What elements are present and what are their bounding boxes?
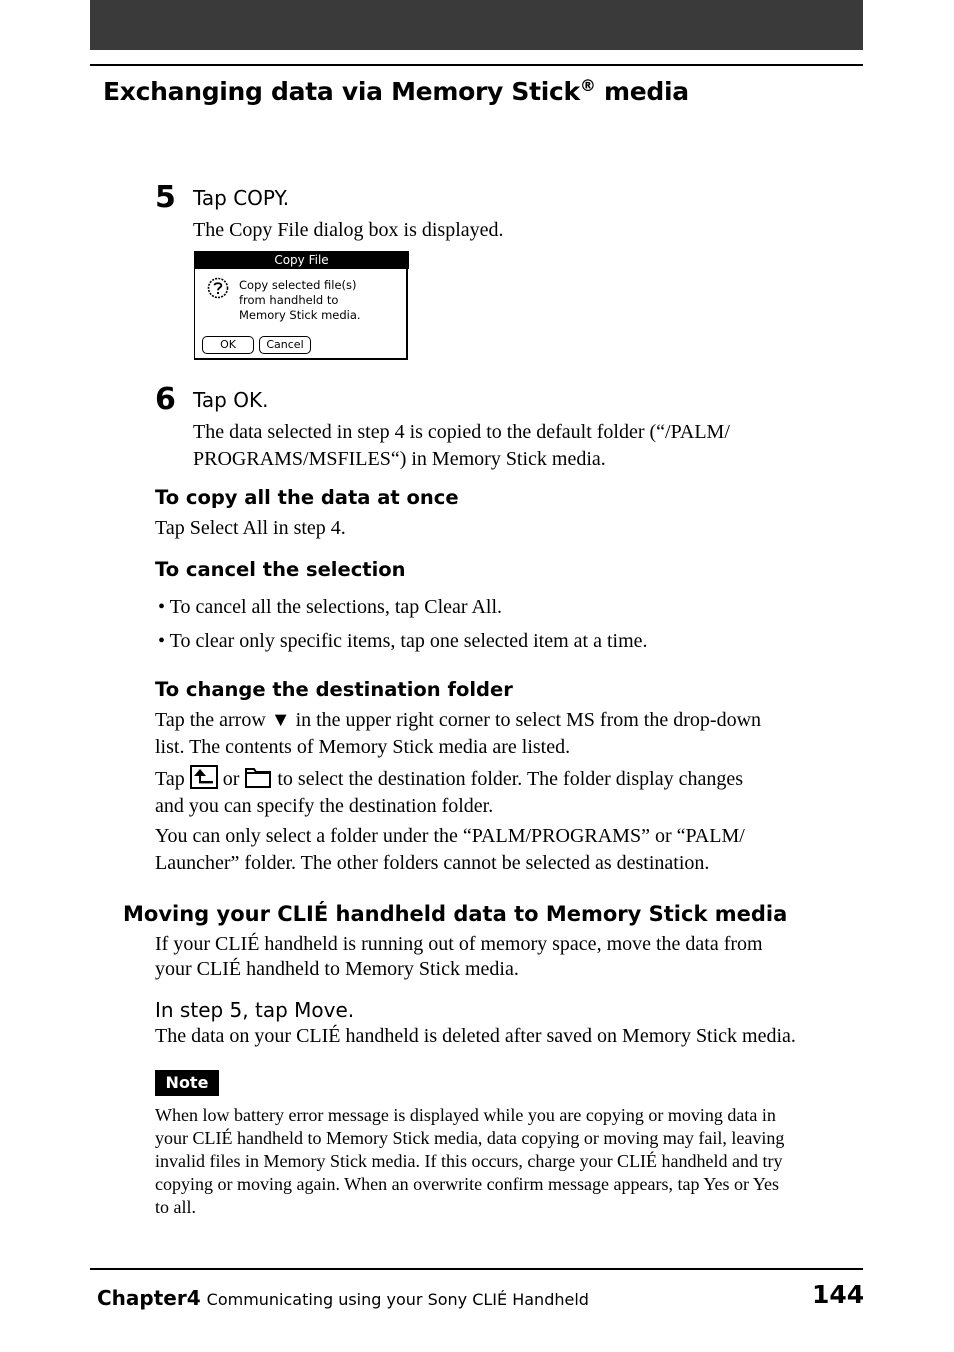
note-text: When low battery error message is displayed while you are copying or moving data in your CLIÉ handheld to Memory Stick media, data copying or moving may fail, leaving invalid files in Memory Stick media. If this occurs, charge your CLIÉ handheld and try copying or moving again. When an overwrite confirm message appears, tap Yes or Yes to all. <box>155 1105 785 1217</box>
copy-all-heading: To copy all the data at once <box>155 486 459 509</box>
footer-rule <box>90 1268 863 1270</box>
step-number-5: 5 <box>155 180 176 215</box>
step-6-text: The data selected in step 4 is copied to the default folder (“/PALM/ PROGRAMS/MSFILES“) in Memory Stick media. <box>193 421 730 470</box>
copy-all-text: Tap Select All in step 4. <box>155 517 346 539</box>
bullet-item: • To clear only specific items, tap one selected item at a time. <box>158 630 648 652</box>
dialog-title: Copy File <box>194 251 409 269</box>
cancel-selection-heading: To cancel the selection <box>155 558 406 581</box>
change-destination-text-3: You can only select a folder under the “PALM/PROGRAMS” or “PALM/ Launcher” folder. The other folders cannot be selected as destination. <box>155 825 745 874</box>
footer-chapter: Chapter4 Communicating using your Sony CLIÉ Handheld <box>97 1286 589 1310</box>
change-destination-heading: To change the destination folder <box>155 678 513 701</box>
page-number: 144 <box>812 1280 865 1309</box>
step-5-text: The Copy File dialog box is displayed. <box>193 219 504 241</box>
dialog-message: Copy selected file(s) from handheld to Memory Stick media. <box>239 278 361 322</box>
page-title: Exchanging data via Memory Stick® media <box>103 76 689 106</box>
step-5-heading: Tap COPY. <box>193 186 290 210</box>
change-destination-text-1: Tap the arrow ▼ in the upper right corner to select MS from the drop-down list. The contents of Memory Stick media are listed. <box>155 709 762 758</box>
moving-text: If your CLIÉ handheld is running out of memory space, move the data from your CLIÉ handheld to Memory Stick media. <box>155 933 763 980</box>
moving-step: In step 5, tap Move. <box>155 998 355 1022</box>
footer-chapter-title: Communicating using your Sony CLIÉ Handheld <box>206 1290 589 1309</box>
moving-section-heading: Moving your CLIÉ handheld data to Memory Stick media <box>123 902 788 926</box>
question-icon <box>207 277 229 299</box>
cancel-button[interactable]: Cancel <box>259 336 311 354</box>
header-bar <box>90 0 863 50</box>
change-destination-text-2: Tap or to select the destination folder. The folder display changes and you can specify the destination folder. <box>155 765 743 820</box>
header-rule <box>90 64 863 66</box>
step-6-heading: Tap OK. <box>193 388 269 412</box>
bullet-item: • To cancel all the selections, tap Clear All. <box>158 596 503 618</box>
moving-step-detail: The data on your CLIÉ handheld is deleted after saved on Memory Stick media. <box>155 1025 796 1047</box>
step-number-6: 6 <box>155 382 176 417</box>
note-badge: Note <box>155 1070 219 1096</box>
folder-up-icon <box>190 765 218 789</box>
ok-button[interactable]: OK <box>202 336 254 354</box>
copy-file-dialog <box>194 251 408 360</box>
folder-icon <box>244 765 272 789</box>
